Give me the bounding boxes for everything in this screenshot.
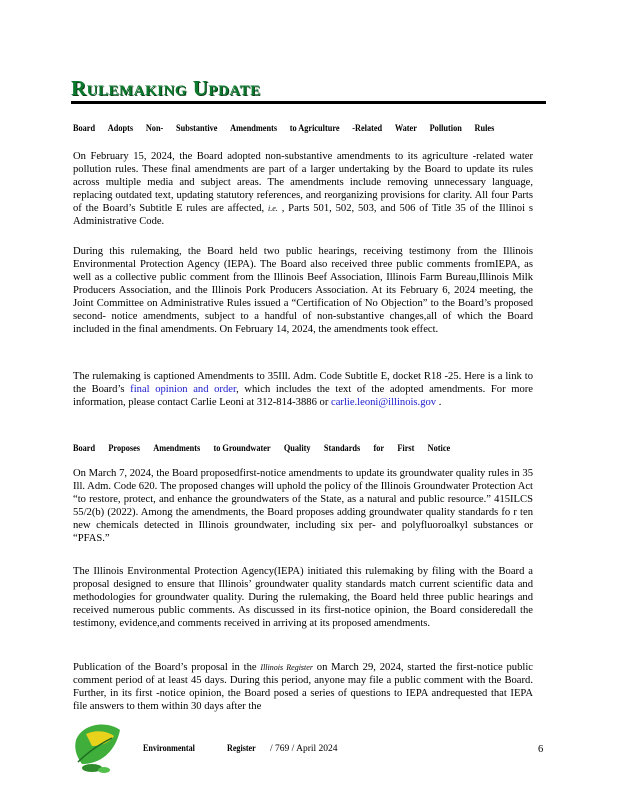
heading-word: Rules xyxy=(474,123,495,133)
article-heading-groundwater xyxy=(73,443,450,453)
heading-word: Proposes xyxy=(108,443,140,453)
heading-word: Amendments xyxy=(153,443,201,453)
contact-email-link[interactable]: carlie.leoni@illinois.gov xyxy=(331,397,437,408)
article1-paragraph1: On February 15, 2024, the Board adopted non-substantive amendments to its agriculture -related water pollution rules. These final amendments are part of a larger undertaking by the Board to update its rules across multiple media and subject areas. The amendments include removing unnecessary language, replacing outdated text, updating statutory references, and reorganizing provisions for clarity. All four Parts of the Board’s Subtitle E rules are affected, i.e. , Parts 501, 502, 503, and 506 of Title 35 of the Illinoi s Administrative Code. xyxy=(73,151,534,227)
article-heading-agriculture xyxy=(73,123,494,133)
article1-paragraph2: During this rulemaking, the Board held two public hearings, receiving testimony from the Illinois Environmental Protection Agency (IEPA). The Board also received three public comments fromIEPA, as well as a collective public comment from the Illinois Beef Association, Illinois Farm Bureau,Illinois Milk Producers Association, and the Illinois Pork Producers Association. At its February 6, 2024 meeting, the Joint Committee on Administrative Rules issued a “Certification of No Objection” to the Board’s proposed second- notice amendments, subject to a handful of non-substantive changes,all of which the Board included in the final amendments. On February 14, 2024, the amendments took effect. xyxy=(73,246,533,335)
leaf-logo-icon xyxy=(72,720,124,776)
article1-paragraph3: The rulemaking is captioned Amendments to 35Ill. Adm. Code Subtitle E, docket R18 -25. Here is a link to the Board’s final opinion and order, which includes the text of the adopted amendments. For more information, please contact Carlie Leoni at 312-814-3886 or carlie.leoni@illinois.gov . xyxy=(73,371,534,408)
article2-paragraph1: On March 7, 2024, the Board proposedfirst-notice amendments to update its groundwater quality rules in 35 Ill. Adm. Code 620. The proposed changes will uphold the policy of the Illinois Groundwater Protection Act “to restore, protect, and enhance the groundwaters of the State, as a natural and public resource.” 415ILCS 55/2(b) (2022). Among the amendments, the Board proposes adding groundwater quality standards fo r ten new chemicals detected in Illinois groundwater, including six per- and polyfluoroalkyl substances or “PFAS.” xyxy=(73,468,533,544)
heading-word: Substantive xyxy=(176,123,218,133)
article2-paragraph2: The Illinois Environmental Protection Agency(IEPA) initiated this rulemaking by filing with the Board a proposal designed to ensure that Illinois’ groundwater quality standards match current scientific data and methodologies for groundwater quality. During the rulemaking, the Board held three public hearings and received numerous public comments. As discussed in its first-notice opinion, the Board consideredall the testimony, evidence,and comments received in arriving at its proposed amendments. xyxy=(73,566,533,629)
ie-abbrev: i.e. xyxy=(268,204,278,213)
heading-word: to Groundwater xyxy=(213,443,271,453)
footer-publication-word: Register xyxy=(227,744,256,754)
footer-issue-date: / 769 / April 2024 xyxy=(270,744,338,754)
footer-page-number: 6 xyxy=(538,744,544,755)
section-banner-title: Rulemaking Update xyxy=(71,76,261,100)
heading-word: Board xyxy=(73,123,96,133)
footer-publication-word: Environmental xyxy=(143,744,195,754)
heading-word: Adopts xyxy=(107,123,134,133)
heading-word: Non- xyxy=(145,123,164,133)
article2-paragraph3: Publication of the Board’s proposal in the Illinois Register on March 29, 2024, started the first-notice public comment period of at least 45 days. During this period, anyone may file a public comment with the Board. Further, in its first -notice opinion, the Board posed a series of questions to IEPA andrequested that IEPA file answers to them within 30 days after the xyxy=(73,662,533,712)
heading-word: Pollution xyxy=(429,123,462,133)
heading-word: -Related xyxy=(352,123,383,133)
heading-word: to Agriculture xyxy=(289,123,340,133)
heading-word: Amendments xyxy=(230,123,278,133)
heading-word: Notice xyxy=(427,443,451,453)
heading-word: Quality xyxy=(283,443,311,453)
heading-word: for xyxy=(373,443,385,453)
banner-rule xyxy=(71,101,546,104)
heading-word: Water xyxy=(394,123,417,133)
heading-word: First xyxy=(397,443,415,453)
heading-word: Standards xyxy=(323,443,361,453)
heading-word: Board xyxy=(73,443,96,453)
illinois-register-title: Illinois Register xyxy=(260,663,313,672)
final-opinion-link[interactable]: final opinion and order xyxy=(130,384,237,395)
